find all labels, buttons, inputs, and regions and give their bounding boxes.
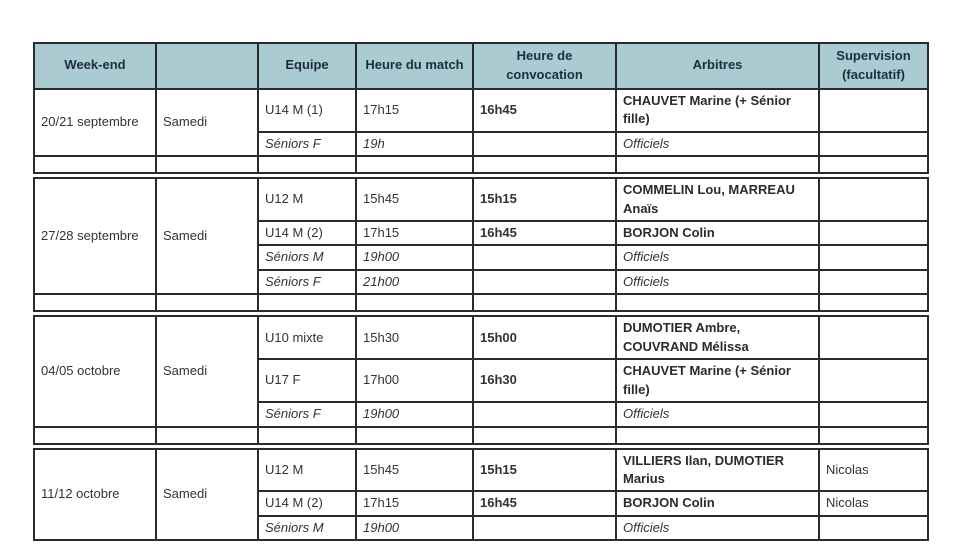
spacer-cell — [34, 156, 156, 173]
day-cell: Samedi — [156, 178, 258, 294]
match-time-cell: 17h00 — [356, 359, 473, 402]
supervision-cell: Nicolas — [819, 491, 928, 515]
weekend-block-table — [33, 448, 929, 542]
table-row — [34, 316, 928, 359]
spacer-cell — [156, 294, 258, 311]
equipe-cell: Séniors F — [258, 132, 356, 156]
arbitres-cell: VILLIERS Ilan, DUMOTIER Marius — [616, 449, 819, 492]
spacer-cell — [356, 156, 473, 173]
supervision-cell — [819, 221, 928, 245]
supervision-cell: Nicolas — [819, 449, 928, 492]
spacer-row — [34, 156, 928, 173]
supervision-cell — [819, 316, 928, 359]
arbitres-cell: Officiels — [616, 245, 819, 269]
spacer-cell — [473, 427, 616, 444]
weekend-block-table — [33, 315, 929, 444]
spacer-cell — [156, 156, 258, 173]
equipe-cell: Séniors F — [258, 402, 356, 426]
spacer-cell — [616, 427, 819, 444]
spacer-cell — [258, 294, 356, 311]
weekend-block-table — [33, 177, 929, 312]
weekend-cell: 20/21 septembre — [34, 89, 156, 156]
convocation-time-cell: 16h30 — [473, 359, 616, 402]
match-time-cell: 19h00 — [356, 402, 473, 426]
arbitres-cell: CHAUVET Marine (+ Sénior fille) — [616, 359, 819, 402]
arbitres-cell: Officiels — [616, 402, 819, 426]
supervision-cell — [819, 245, 928, 269]
match-time-cell: 17h15 — [356, 89, 473, 132]
column-header: Heure de convocation — [473, 43, 616, 89]
convocation-time-cell: 16h45 — [473, 221, 616, 245]
spacer-cell — [34, 427, 156, 444]
convocation-time-cell: 15h15 — [473, 178, 616, 221]
table-row — [34, 89, 928, 132]
spacer-cell — [156, 427, 258, 444]
arbitres-cell: BORJON Colin — [616, 221, 819, 245]
column-header: Supervision (facultatif) — [819, 43, 928, 89]
match-time-cell: 17h15 — [356, 221, 473, 245]
supervision-cell — [819, 359, 928, 402]
convocation-time-cell — [473, 245, 616, 269]
arbitres-cell: Officiels — [616, 132, 819, 156]
match-time-cell: 19h — [356, 132, 473, 156]
match-time-cell: 19h00 — [356, 516, 473, 540]
match-time-cell: 21h00 — [356, 270, 473, 294]
supervision-cell — [819, 178, 928, 221]
column-header: Week-end — [34, 43, 156, 89]
weekend-block-table — [33, 42, 929, 174]
supervision-cell — [819, 270, 928, 294]
column-header — [156, 43, 258, 89]
convocation-time-cell: 15h15 — [473, 449, 616, 492]
equipe-cell: U10 mixte — [258, 316, 356, 359]
spacer-cell — [473, 294, 616, 311]
arbitres-cell: Officiels — [616, 516, 819, 540]
spacer-cell — [819, 427, 928, 444]
table-row — [34, 178, 928, 221]
match-schedule-table — [33, 42, 927, 544]
match-time-cell: 19h00 — [356, 245, 473, 269]
match-time-cell: 15h30 — [356, 316, 473, 359]
equipe-cell: U12 M — [258, 449, 356, 492]
supervision-cell — [819, 132, 928, 156]
spacer-cell — [34, 294, 156, 311]
match-time-cell: 15h45 — [356, 449, 473, 492]
convocation-time-cell: 16h45 — [473, 491, 616, 515]
convocation-time-cell — [473, 516, 616, 540]
supervision-cell — [819, 89, 928, 132]
arbitres-cell: COMMELIN Lou, MARREAU Anaïs — [616, 178, 819, 221]
spacer-cell — [616, 156, 819, 173]
column-header: Arbitres — [616, 43, 819, 89]
match-time-cell: 15h45 — [356, 178, 473, 221]
spacer-cell — [356, 427, 473, 444]
match-time-cell: 17h15 — [356, 491, 473, 515]
day-cell: Samedi — [156, 316, 258, 426]
spacer-cell — [258, 427, 356, 444]
weekend-cell: 04/05 octobre — [34, 316, 156, 426]
spacer-row — [34, 294, 928, 311]
convocation-time-cell — [473, 402, 616, 426]
arbitres-cell: BORJON Colin — [616, 491, 819, 515]
spacer-row — [34, 427, 928, 444]
table-header-row — [34, 43, 928, 89]
spacer-cell — [258, 156, 356, 173]
day-cell: Samedi — [156, 89, 258, 156]
equipe-cell: U12 M — [258, 178, 356, 221]
column-header: Equipe — [258, 43, 356, 89]
convocation-time-cell: 16h45 — [473, 89, 616, 132]
spacer-cell — [473, 156, 616, 173]
supervision-cell — [819, 516, 928, 540]
spacer-cell — [819, 294, 928, 311]
spacer-cell — [616, 294, 819, 311]
convocation-time-cell — [473, 270, 616, 294]
equipe-cell: U17 F — [258, 359, 356, 402]
arbitres-cell: DUMOTIER Ambre, COUVRAND Mélissa — [616, 316, 819, 359]
convocation-time-cell: 15h00 — [473, 316, 616, 359]
supervision-cell — [819, 402, 928, 426]
equipe-cell: Séniors F — [258, 270, 356, 294]
equipe-cell: Séniors M — [258, 516, 356, 540]
convocation-time-cell — [473, 132, 616, 156]
equipe-cell: Séniors M — [258, 245, 356, 269]
weekend-cell: 11/12 octobre — [34, 449, 156, 541]
spacer-cell — [819, 156, 928, 173]
arbitres-cell: CHAUVET Marine (+ Sénior fille) — [616, 89, 819, 132]
day-cell: Samedi — [156, 449, 258, 541]
equipe-cell: U14 M (2) — [258, 221, 356, 245]
weekend-cell: 27/28 septembre — [34, 178, 156, 294]
equipe-cell: U14 M (1) — [258, 89, 356, 132]
table-row — [34, 449, 928, 492]
spacer-cell — [356, 294, 473, 311]
arbitres-cell: Officiels — [616, 270, 819, 294]
column-header: Heure du match — [356, 43, 473, 89]
equipe-cell: U14 M (2) — [258, 491, 356, 515]
